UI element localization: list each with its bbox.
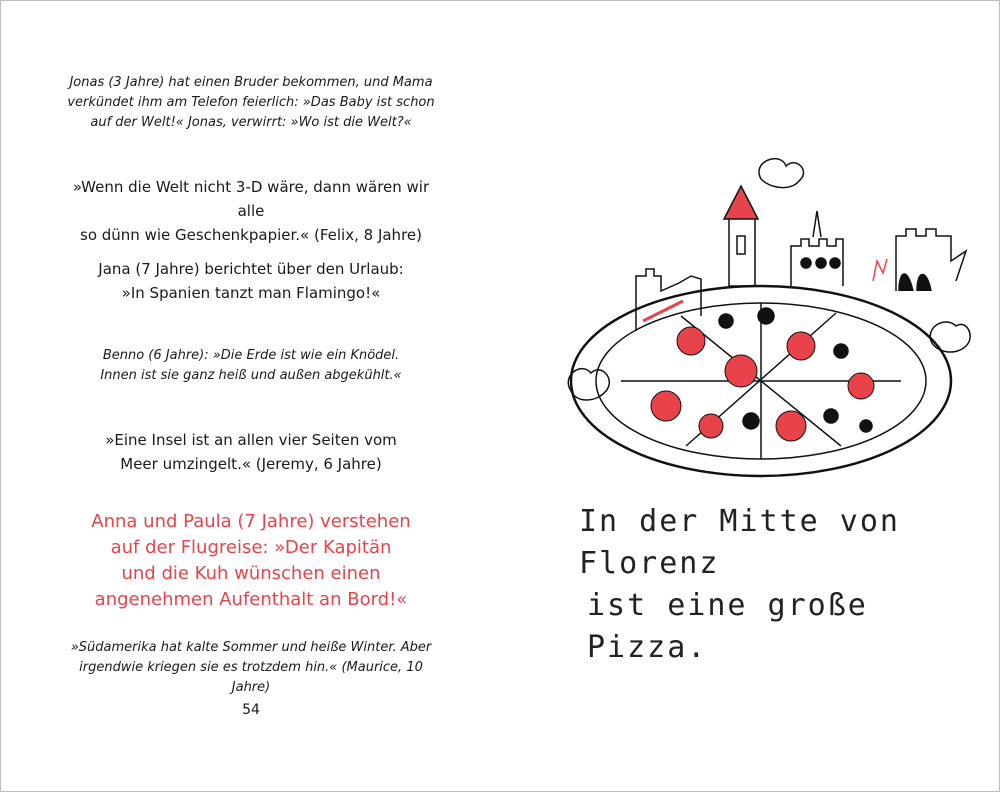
quote-jana [61,257,441,305]
quote-line: Anna und Paula (7 Jahre) verstehen [91,511,411,532]
quote-line: Benno (6 Jahre): »Die Erde ist wie ein Knödel. [102,348,400,363]
pizza-florence-drawing-icon [551,141,971,501]
caption-line: In der Mitte von Florenz [579,504,900,581]
caption-line: ist eine große Pizza. [587,588,868,665]
quote-line: auf der Welt!« Jonas, verwirrt: »Wo ist die Welt?« [90,115,412,130]
quote-line: so dünn wie Geschenkpapier.« (Felix, 8 Jahre) [80,226,422,244]
quote-line: »Wenn die Welt nicht 3-D wäre, dann wären wir alle [72,178,430,220]
quote-benno [61,346,441,386]
quote-line: Jonas (3 Jahre) hat einen Bruder bekommen, und Mama [69,75,433,90]
quote-line: »In Spanien tanzt man Flamingo!« [121,284,381,302]
handwritten-caption [579,501,919,669]
quote-line: Innen ist sie ganz heiß und außen abgekühlt.« [100,368,402,383]
quote-anna-paula-highlight [61,509,441,613]
quote-line: »Eine Insel ist an allen vier Seiten vom [105,431,397,449]
right-page [501,1,999,791]
quote-line: Jana (7 Jahre) berichtet über den Urlaub: [98,260,404,278]
quote-line: auf der Flugreise: »Der Kapitän [110,537,392,558]
quote-line: irgendwie kriegen sie es trotzdem hin.« (Maurice, 10 Jahre) [79,660,423,695]
quote-line: »Südamerika hat kalte Sommer und heiße Winter. Aber [70,640,432,655]
quote-jeremy [61,428,441,476]
quote-line: Meer umzingelt.« (Jeremy, 6 Jahre) [120,455,382,473]
quote-line: verkündet ihm am Telefon feierlich: »Das Baby ist schon [67,95,435,110]
quote-felix [61,175,441,247]
quote-maurice [61,638,441,698]
quote-line: und die Kuh wünschen einen [121,563,381,584]
quote-line: angenehmen Aufenthalt an Bord!« [94,589,408,610]
page-number: 54 [242,702,260,718]
left-page [1,1,501,791]
quote-jonas [61,73,441,133]
